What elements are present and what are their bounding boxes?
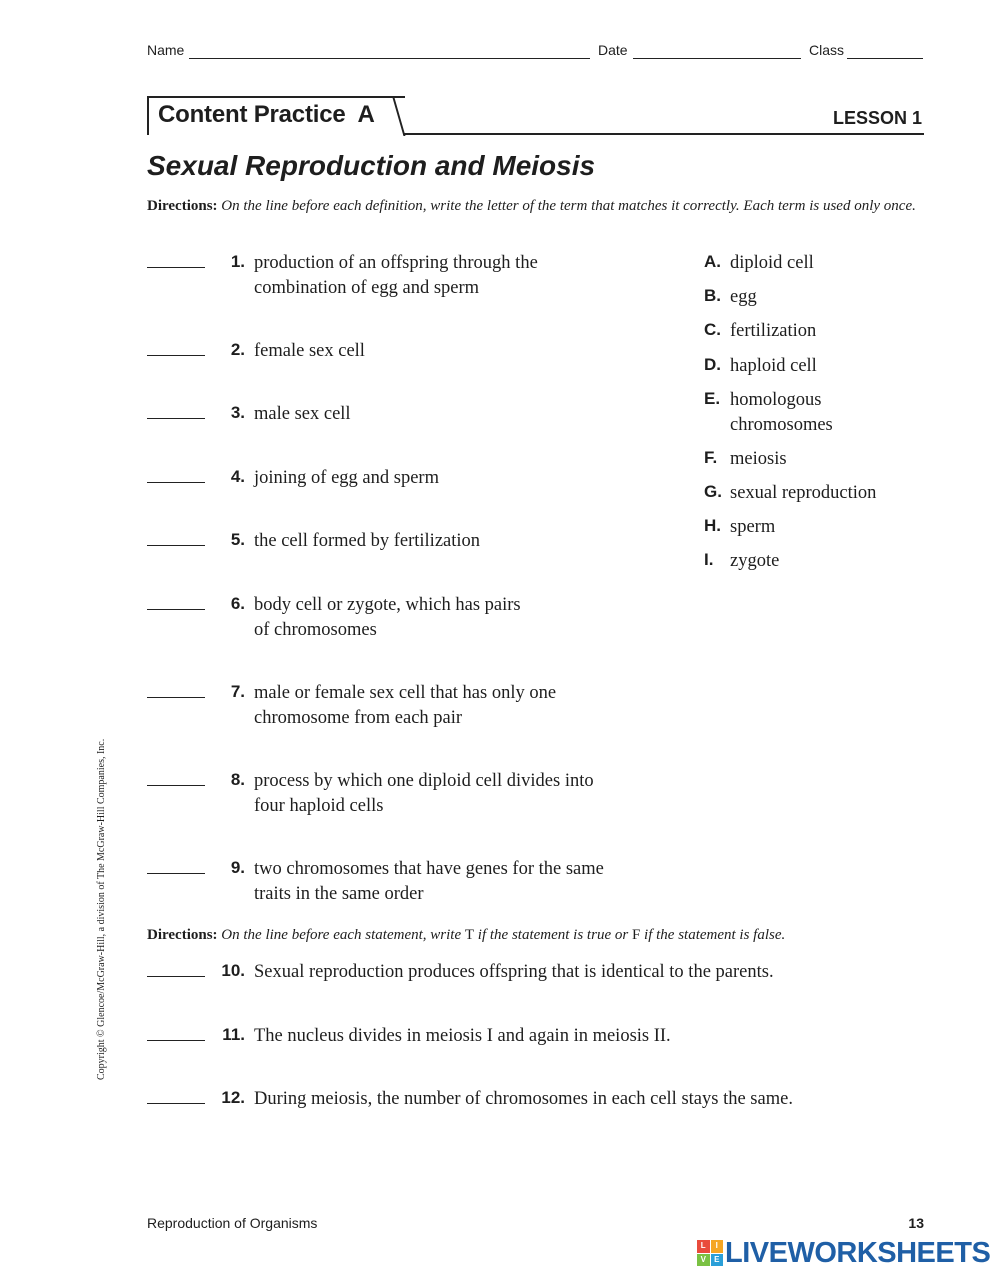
term-text <box>730 549 779 574</box>
question-number: 8. <box>230 770 245 789</box>
directions-label: Directions: <box>147 198 218 214</box>
term-letter: A. <box>704 252 721 271</box>
answer-blank-1[interactable] <box>147 267 205 268</box>
liveworksheets-watermark <box>697 1237 990 1269</box>
definition-line-1: male sex cell <box>254 404 351 424</box>
question-number: 7. <box>230 682 245 701</box>
term-letter: I. <box>704 550 714 569</box>
directions-text-a: On the line before each statement, write <box>217 927 465 943</box>
term-letter: B. <box>704 286 721 305</box>
definition-line-1: production of an offspring through the <box>254 253 538 273</box>
definition-text <box>254 402 351 427</box>
banner-rule <box>403 133 924 135</box>
statement-text: During meiosis, the number of chromosomes in each cell stays the same. <box>254 1089 793 1109</box>
answer-blank-2[interactable] <box>147 355 205 356</box>
definition-text <box>254 466 439 491</box>
definition-line-1: two chromosomes that have genes for the same <box>254 859 604 879</box>
directions-text-c: if the statement is false. <box>640 927 786 943</box>
statement-number: 11. <box>222 1025 245 1044</box>
name-label: Name <box>147 42 185 58</box>
term-line-1: homologous <box>730 390 822 410</box>
liveworksheets-text: LIVEWORKSHEETS <box>725 1236 991 1269</box>
definition-line-2: of chromosomes <box>254 619 377 640</box>
footer-unit: Reproduction of Organisms <box>147 1215 318 1231</box>
answer-blank-4[interactable] <box>147 482 205 483</box>
page-title: Sexual Reproduction and Meiosis <box>147 150 596 181</box>
definition-line-1: female sex cell <box>254 341 365 361</box>
answer-blank-8[interactable] <box>147 785 205 786</box>
definition-line-1: body cell or zygote, which has pairs <box>254 595 521 615</box>
definition-line-1: process by which one diploid cell divides into <box>254 771 594 791</box>
logo-tile-v: V <box>697 1254 710 1267</box>
answer-blank-5[interactable] <box>147 545 205 546</box>
definition-line-1: male or female sex cell that has only one <box>254 683 557 703</box>
definition-text <box>254 681 556 730</box>
question-number: 2. <box>230 340 245 359</box>
directions-label-2: Directions: <box>147 927 218 943</box>
tf-answer-blank-12[interactable] <box>147 1103 205 1104</box>
definition-line-2: four haploid cells <box>254 795 384 816</box>
date-field[interactable] <box>633 58 801 59</box>
term-text <box>730 388 833 437</box>
term-letter: C. <box>704 320 721 339</box>
answer-blank-9[interactable] <box>147 873 205 874</box>
definition-line-2: combination of egg and sperm <box>254 277 480 298</box>
banner-title: Content Practice A <box>158 101 375 128</box>
class-field[interactable] <box>847 58 923 59</box>
logo-tile-l: L <box>697 1240 710 1253</box>
term-line-1: haploid cell <box>730 356 817 376</box>
definition-line-2: chromosome from each pair <box>254 707 463 728</box>
copyright-notice: Copyright © Glencoe/McGraw-Hill, a division of The McGraw-Hill Companies, Inc. <box>96 738 107 1080</box>
term-letter: G. <box>704 482 722 501</box>
definition-text <box>254 593 521 642</box>
statement-number: 10. <box>221 961 245 980</box>
definition-text <box>254 251 538 300</box>
definition-text <box>254 857 604 906</box>
false-letter: F <box>631 927 641 943</box>
term-letter: F. <box>704 448 718 467</box>
definition-line-2: traits in the same order <box>254 883 424 904</box>
term-line-1: egg <box>730 287 757 307</box>
logo-tile-e: E <box>711 1254 724 1267</box>
question-number: 1. <box>230 252 245 271</box>
definition-text <box>254 529 480 554</box>
term-line-1: zygote <box>730 551 780 571</box>
tf-answer-blank-10[interactable] <box>147 976 205 977</box>
term-text <box>730 251 814 276</box>
term-letter: E. <box>704 389 721 408</box>
question-number: 4. <box>230 467 245 486</box>
question-number: 9. <box>230 858 245 877</box>
definition-text <box>254 769 594 818</box>
statement-number: 12. <box>221 1088 245 1107</box>
logo-tile-i: I <box>711 1240 724 1253</box>
definition-text <box>254 339 365 364</box>
term-letter: H. <box>704 516 721 535</box>
term-text <box>730 285 757 310</box>
answer-blank-3[interactable] <box>147 418 205 419</box>
statement-text: The nucleus divides in meiosis I and again in meiosis II. <box>254 1026 671 1046</box>
question-number: 5. <box>230 530 245 549</box>
term-line-1: sexual reproduction <box>730 483 877 503</box>
definition-line-1: the cell formed by fertilization <box>254 531 481 551</box>
tf-answer-blank-11[interactable] <box>147 1040 205 1041</box>
term-line-1: meiosis <box>730 449 787 469</box>
statement-text: Sexual reproduction produces offspring that is identical to the parents. <box>254 962 774 982</box>
liveworksheets-logo-icon <box>697 1240 723 1266</box>
lesson-label: LESSON 1 <box>832 108 922 128</box>
term-line-1: sperm <box>730 517 776 537</box>
definition-line-1: joining of egg and sperm <box>254 468 439 488</box>
directions-true-false <box>147 925 947 945</box>
term-line-2: chromosomes <box>730 414 833 435</box>
term-text <box>730 354 817 379</box>
term-text <box>730 481 876 506</box>
true-letter: T <box>464 927 475 943</box>
term-letter: D. <box>704 355 721 374</box>
directions-matching <box>147 196 917 216</box>
term-line-1: diploid cell <box>730 253 814 273</box>
term-text <box>730 447 787 472</box>
term-text <box>730 319 816 344</box>
term-line-1: fertilization <box>730 321 817 341</box>
question-number: 6. <box>230 594 245 613</box>
directions-text-b: if the statement is true or <box>474 927 632 943</box>
name-field[interactable] <box>189 58 590 59</box>
page-number: 13 <box>908 1215 924 1231</box>
class-label: Class <box>809 42 845 58</box>
term-text <box>730 515 775 540</box>
date-label: Date <box>598 42 628 58</box>
answer-blank-7[interactable] <box>147 697 205 698</box>
question-number: 3. <box>230 403 245 422</box>
answer-blank-6[interactable] <box>147 609 205 610</box>
directions-text: On the line before each definition, write the letter of the term that matches it correctly. Each term is used only once. <box>217 198 916 214</box>
